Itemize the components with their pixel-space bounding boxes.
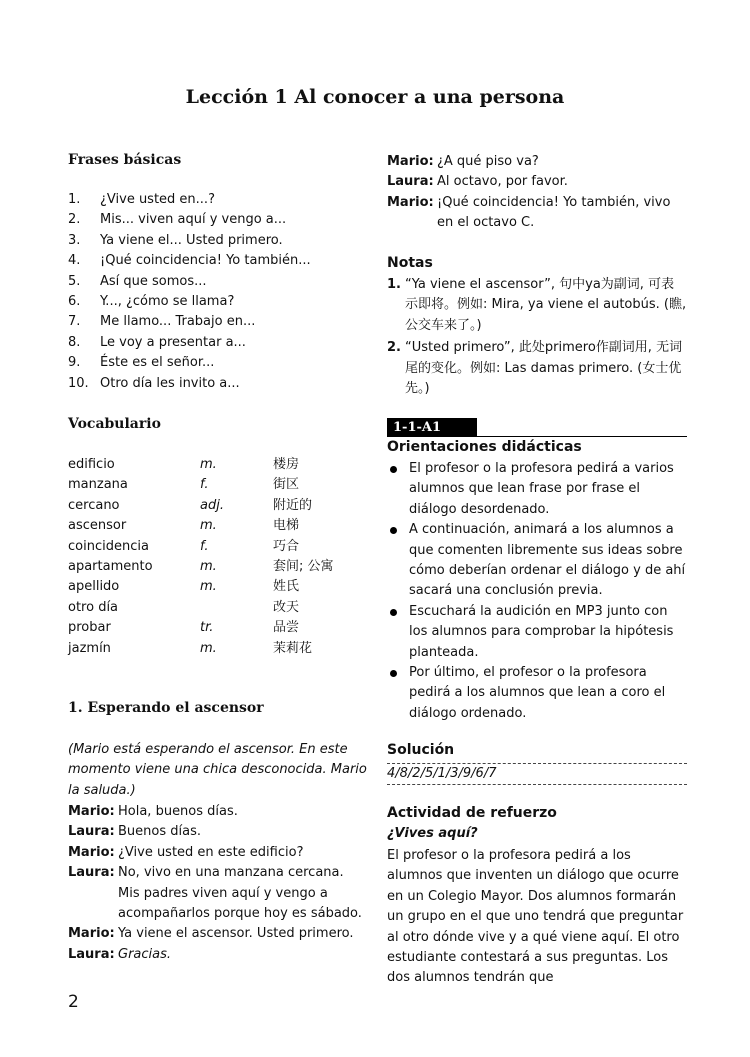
frase-text: Me llamo... Trabajo en... (100, 314, 256, 330)
frase-text: Mis... viven aquí y vengo a... (100, 212, 287, 228)
vocab-gram: m. (200, 457, 217, 472)
frase-number: 2. (68, 212, 81, 228)
dialogue-line (387, 193, 687, 234)
frase-item (68, 272, 311, 292)
frase-text: Le voy a presentar a... (100, 334, 246, 350)
frase-item (68, 292, 311, 312)
vocab-gram: m. (200, 518, 217, 534)
speaker-name: Laura: (387, 174, 434, 190)
frase-text: ¡Qué coincidencia! Yo también... (100, 253, 311, 269)
dialogue-right (387, 152, 687, 234)
speaker-name: Mario: (68, 804, 115, 819)
frase-text: Ya viene el... Usted primero. (100, 232, 283, 248)
vocab-translation: 姓氏 (273, 579, 300, 595)
frase-text: Éste es el señor... (100, 355, 215, 371)
speaker-name: Laura: (68, 946, 115, 962)
frase-number: 5. (68, 273, 81, 289)
orientacion-item: El profesor o la profesora pedirá a varios alumnos que lean frase por frase el diálogo desordenado. (387, 459, 687, 520)
dialogue-left (68, 802, 368, 965)
vocab-word: manzana (68, 477, 128, 493)
vocab-gram: f. (200, 477, 209, 493)
vocab-gram: m. (200, 579, 217, 595)
orientaciones-heading: Orientaciones didácticas (387, 439, 582, 455)
vocab-word: edificio (68, 457, 115, 472)
vocabulario-heading: Vocabulario (68, 416, 161, 432)
notas-heading: Notas (387, 255, 433, 271)
page-number: 2 (68, 992, 79, 1012)
speaker-name: Laura: (68, 865, 115, 881)
vocab-word: apellido (68, 579, 120, 595)
vocab-translation: 套间; 公寓 (273, 558, 334, 574)
orientaciones-list (387, 459, 687, 724)
dialogue-text: ¿A qué piso va? (437, 154, 539, 169)
nota-item (387, 275, 687, 336)
dialogue-text: Gracias. (118, 946, 172, 962)
vocab-translation: 茉莉花 (273, 640, 313, 656)
nota-number: 1. (387, 277, 401, 292)
dialogue-line (68, 863, 368, 924)
vocab-word: otro día (68, 599, 119, 615)
vocab-gram: adj. (200, 497, 224, 513)
orientacion-item: A continuación, animará a los alumnos a que comenten libremente sus ideas sobre cómo deberían ordenar el diálogo y de ahí sacará una conclusión previa. (387, 520, 687, 602)
frase-item (68, 353, 311, 373)
vocab-word: coincidencia (68, 538, 149, 554)
frase-number: 7. (68, 314, 81, 330)
speaker-name: Mario: (68, 844, 115, 860)
scene-description: (Mario está esperando el ascensor. En este momento viene una chica desconocida. Mario la saluda.) (68, 742, 367, 798)
frase-item (68, 333, 311, 353)
frase-item (68, 251, 311, 271)
vocab-translation: 楼房 (273, 457, 300, 472)
vocab-word: apartamento (68, 558, 153, 574)
frase-number: 9. (68, 355, 81, 371)
vocab-word: ascensor (68, 518, 127, 534)
vocab-gram: tr. (200, 620, 214, 636)
nota-text: “Ya viene el ascensor”, 句中ya为副词, 可表示即将。例如: Mira, ya viene el autobús. (瞧, 公交车来了。) (405, 277, 687, 333)
dialogue-text: Ya viene el ascensor. Usted primero. (118, 926, 354, 942)
dialogue-line (387, 172, 687, 192)
vocab-word: probar (68, 620, 111, 636)
vocab-translation: 电梯 (273, 518, 300, 534)
vocab-translation: 品尝 (273, 620, 300, 636)
page-title: Lección 1 Al conocer a una persona (185, 86, 565, 108)
frase-number: 3. (68, 232, 81, 248)
orientacion-item: Por último, el profesor o la profesora pedirá a los alumnos que lean a coro el diálogo ordenado. (387, 663, 687, 724)
frase-number: 6. (68, 293, 81, 309)
refuerzo-heading: Actividad de refuerzo (387, 805, 557, 821)
frase-text: Así que somos... (100, 273, 207, 289)
solucion-heading: Solución (387, 742, 455, 758)
dialogue-text: Al octavo, por favor. (437, 174, 568, 190)
frase-number: 4. (68, 253, 81, 269)
dialogue-text: No, vivo en una manzana cercana. Mis padres viven aquí y vengo a acompañarlos porque hoy es sábado. (118, 865, 362, 922)
dialogue-text: ¿Vive usted en este edificio? (118, 844, 304, 860)
frase-text: ¿Vive usted en...? (100, 192, 215, 207)
vocab-word: jazmín (68, 640, 111, 656)
vocab-gram: m. (200, 558, 217, 574)
frase-item (68, 231, 311, 251)
activity-rule (387, 436, 687, 437)
orientacion-item: Escuchará la audición en MP3 junto con los alumnos para comprobar la hipótesis planteada. (387, 602, 687, 663)
dialogue-line (68, 924, 368, 944)
vocab-translation: 巧合 (273, 538, 300, 554)
frase-text: Y..., ¿cómo se llama? (100, 293, 235, 309)
dialogue-line (387, 152, 687, 172)
vocab-gram: m. (200, 640, 217, 656)
vocab-translation: 附近的 (273, 497, 313, 513)
dialogue-line (68, 843, 368, 863)
refuerzo-subheading: ¿Vives aquí? (387, 826, 478, 841)
vocab-translation: 街区 (273, 477, 300, 493)
frases-list (68, 190, 311, 394)
frase-item (68, 210, 311, 230)
vocab-word: cercano (68, 497, 120, 513)
dialogue-text: Hola, buenos días. (118, 804, 238, 819)
solucion-value: 4/8/2/5/1/3/9/6/7 (387, 763, 687, 785)
dialogue-line (68, 802, 368, 822)
frase-number: 8. (68, 334, 81, 350)
vocab-translation: 改天 (273, 599, 300, 615)
refuerzo-text: El profesor o la profesora pedirá a los alumnos que inventen un diálogo que ocurre en un Colegio Mayor. Dos alumnos formarán un grupo en el que uno tendrá que preguntar al otro dónde vive y a qué viene aquí. El otro estudiante contestará a sus preguntas. Los dos alumnos tendrán que (387, 848, 684, 986)
notas-list (387, 275, 687, 401)
vocab-gram: f. (200, 538, 209, 554)
frase-item (68, 190, 311, 210)
nota-item (387, 338, 687, 399)
dialogue-line (68, 945, 368, 965)
frase-item (68, 374, 311, 394)
frase-text: Otro día les invito a... (100, 375, 240, 391)
section1-heading: 1. Esperando el ascensor (68, 700, 264, 716)
speaker-name: Mario: (387, 194, 434, 210)
nota-number: 2. (387, 340, 401, 356)
dialogue-text: ¡Qué coincidencia! Yo también, vivo en el octavo C. (437, 194, 671, 231)
frase-item (68, 312, 311, 332)
nota-text: “Usted primero”, 此处primero作副词用, 无词尾的变化。例如: Las damas primero. (女士优先。) (405, 340, 683, 397)
activity-tag: 1-1-A1 (387, 418, 477, 437)
frase-number: 1. (68, 192, 81, 207)
frase-number: 10. (68, 375, 89, 391)
speaker-name: Mario: (68, 926, 115, 942)
dialogue-line (68, 822, 368, 842)
frases-heading: Frases básicas (68, 152, 182, 168)
speaker-name: Mario: (387, 154, 434, 169)
speaker-name: Laura: (68, 824, 115, 840)
dialogue-text: Buenos días. (118, 824, 201, 840)
